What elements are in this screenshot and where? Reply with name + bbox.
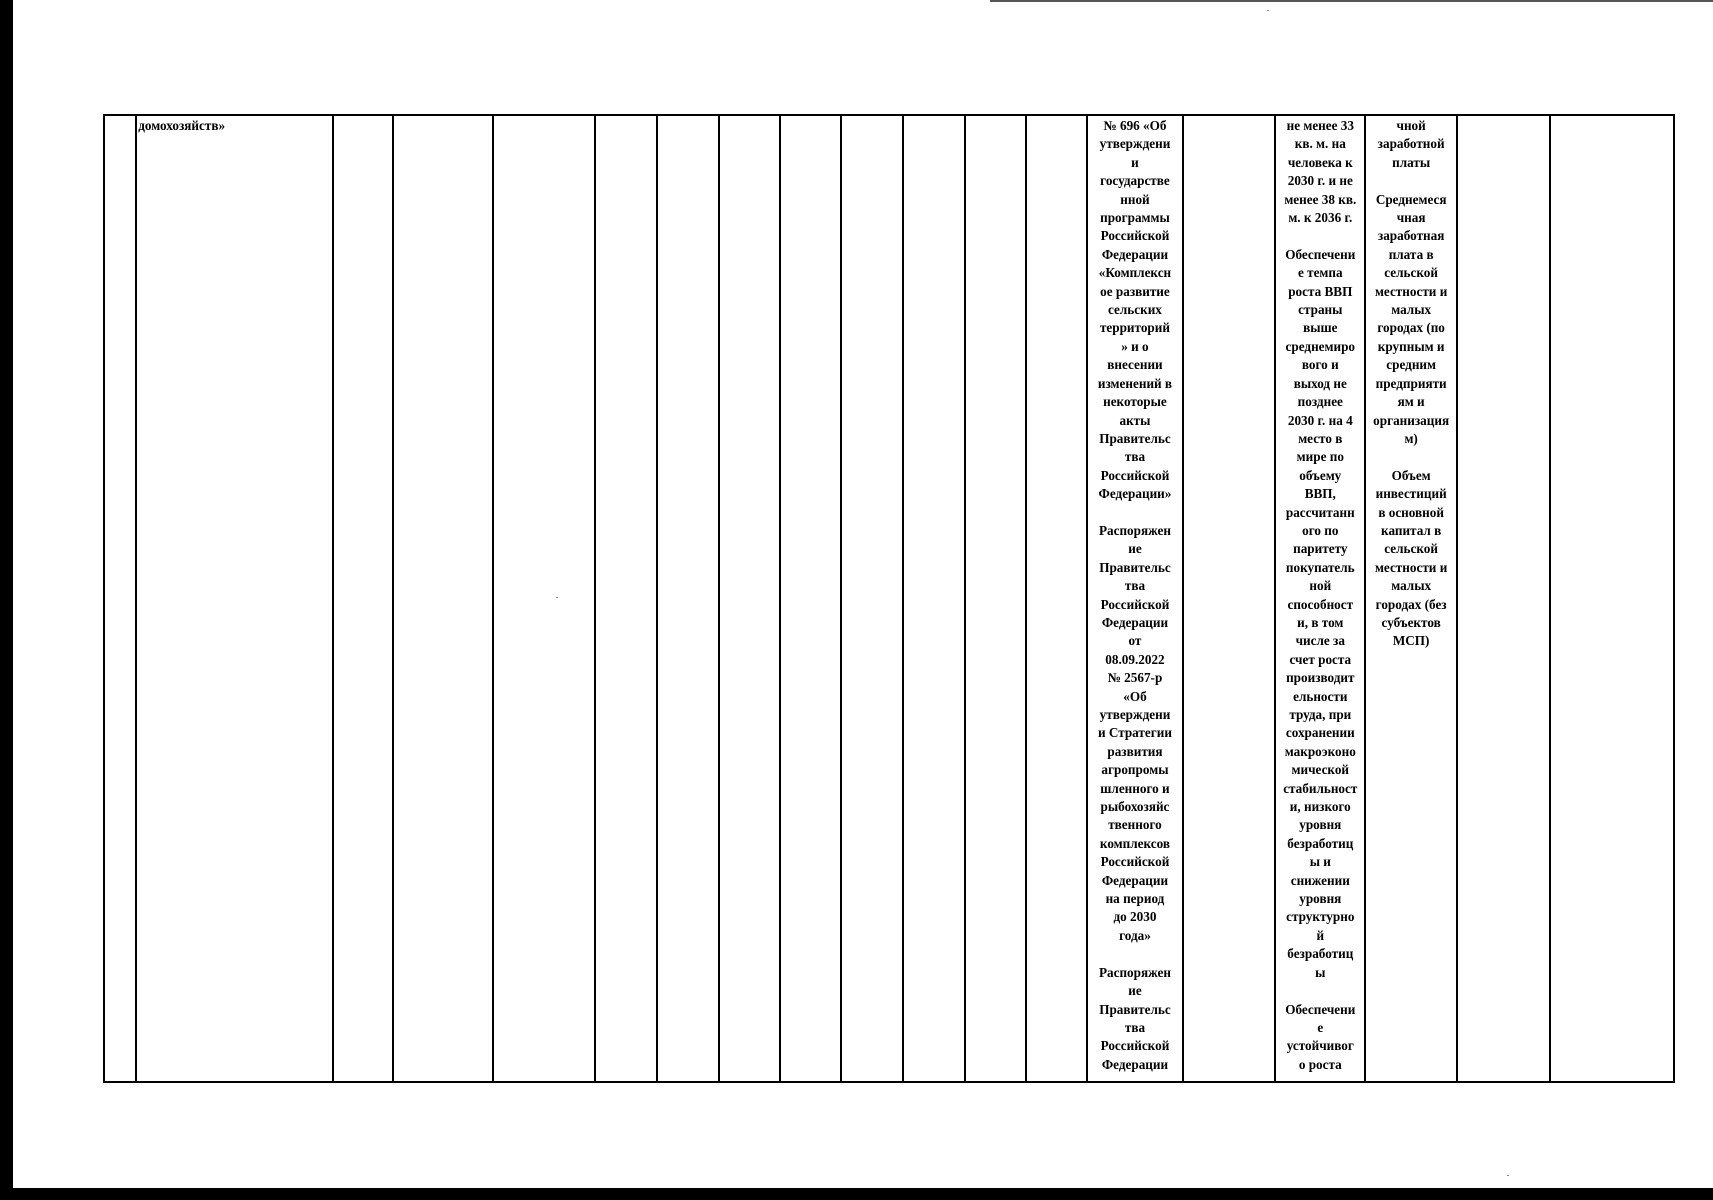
scan-border-bottom <box>0 1188 1713 1200</box>
empty-cell <box>1550 115 1674 1082</box>
cell-row-label <box>136 115 333 1082</box>
cell-number <box>104 115 136 1082</box>
empty-cell <box>1026 115 1087 1082</box>
cell-indicators <box>1365 115 1456 1082</box>
scan-border-left <box>0 0 13 1200</box>
legal-acts-text: № 696 «Об утверждени и государстве нной программы Российской Федерации «Комплексн ое развитие сельских территорий » и о внесении изменений в некоторые акты Правительс тва Российской Федерации» Распоряжен ие Правительс тва Российской Федерации от 08.09.2022 № 2567-р «Об утверждени и Стратегии развития агропромы шленного и рыбохозяйс твенного комплексов Российской Федерации на период до 2030 года» Распоряжен ие Правительс тва Российской Федерации <box>1097 118 1173 1072</box>
row-label-text: домохозяйств» <box>138 118 226 133</box>
empty-cell <box>595 115 657 1082</box>
scan-speck <box>1267 10 1269 11</box>
indicators-text: чной заработной платы Среднемеся чная заработная плата в сельской местности и малых городах (по крупным и средним предприяти ям и организация м) Объем инвестиций в основной капитал в сельской местности и малых городах (без субъектов МСП) <box>1373 118 1450 649</box>
empty-cell <box>1183 115 1275 1082</box>
cell-legal-acts <box>1087 115 1183 1082</box>
cell-goals <box>1275 115 1365 1082</box>
empty-cell <box>393 115 494 1082</box>
empty-cell <box>493 115 595 1082</box>
empty-cell <box>965 115 1026 1082</box>
empty-cell <box>719 115 780 1082</box>
scan-speck <box>1507 1175 1509 1176</box>
empty-cell <box>657 115 718 1082</box>
empty-cell <box>903 115 964 1082</box>
empty-cell <box>841 115 903 1082</box>
empty-cell <box>780 115 841 1082</box>
empty-cell <box>333 115 392 1082</box>
scan-border-top <box>990 0 1713 2</box>
goals-text: не менее 33 кв. м. на человека к 2030 г. и не менее 38 кв. м. к 2036 г. Обеспечени е темпа роста ВВП страны выше среднемиро вого и выход не позднее 2030 г. на 4 место в мире по объему ВВП, рассчитанн ого по паритету покупатель ной способност и, в том числе за счет роста производит ельности труда, при сохранении макроэконо мической стабильност и, низкого уровня безработиц ы и снижении уровня структурно й безработиц ы Обеспечени е устойчивог о роста <box>1283 118 1358 1072</box>
table-row <box>104 115 1674 1082</box>
document-table <box>103 114 1675 1083</box>
empty-cell <box>1457 115 1550 1082</box>
